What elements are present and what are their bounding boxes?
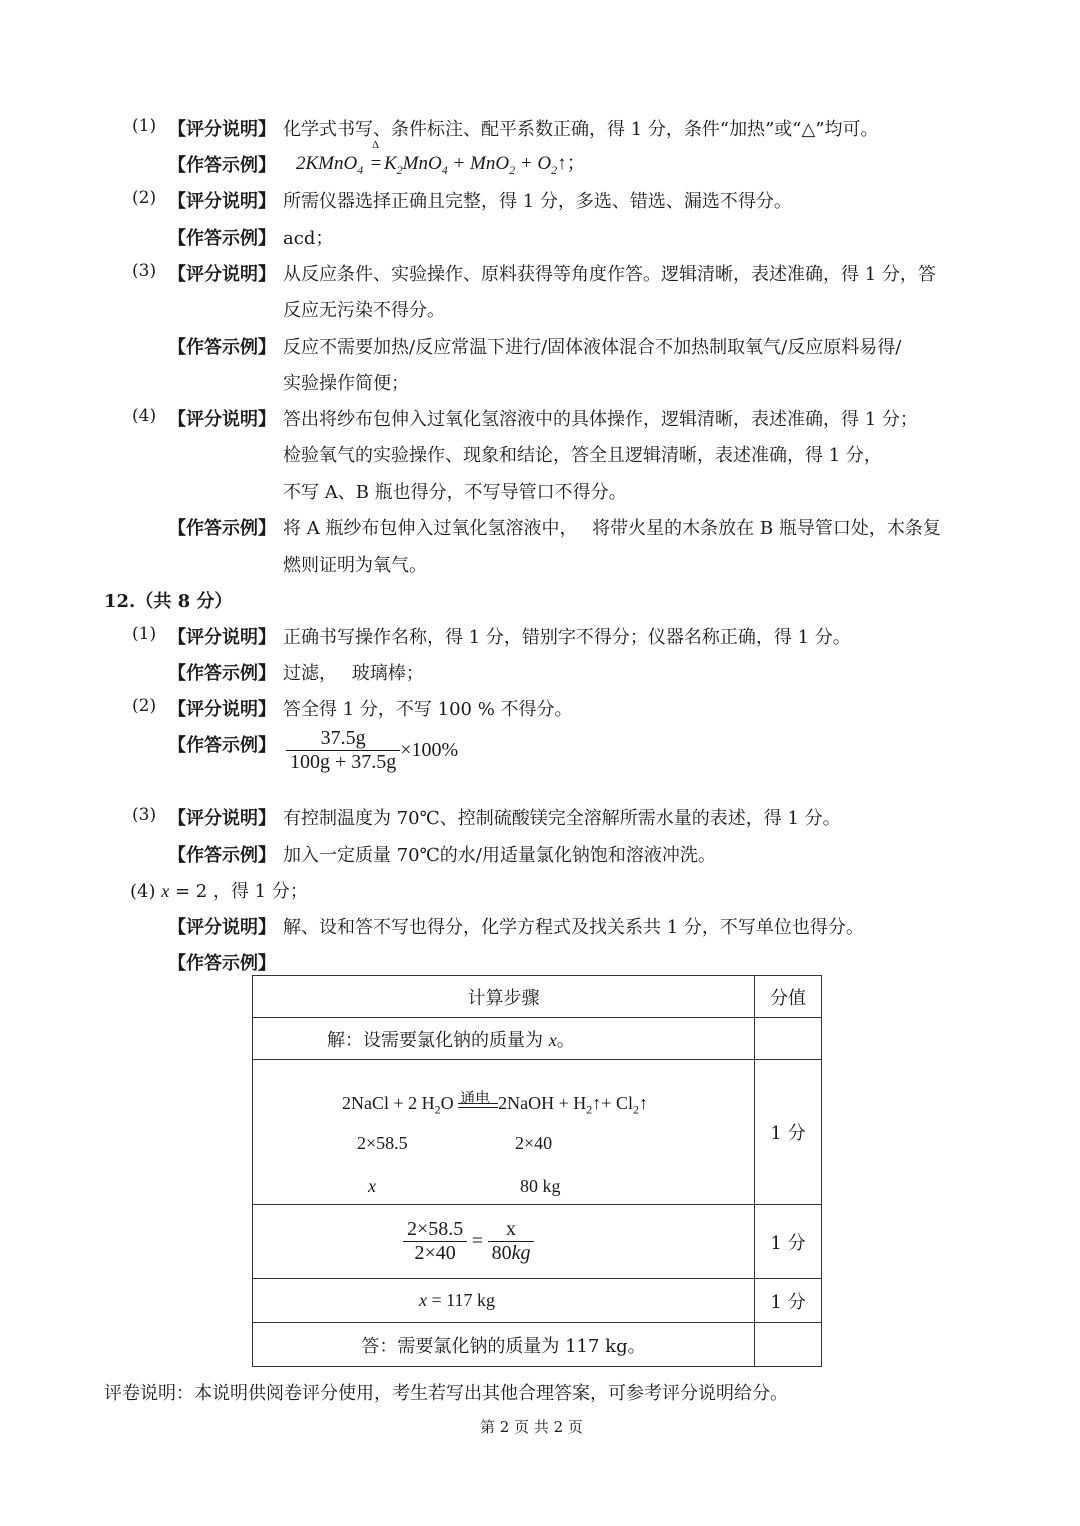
page-number: 第 2 页 共 2 页	[480, 1418, 583, 1436]
table-row	[253, 1323, 822, 1367]
q12-p1-number: (1)	[132, 624, 157, 644]
q11-p4-example-text-2: 燃则证明为氧气。	[283, 555, 427, 576]
relation-right-bottom: 80 kg	[520, 1176, 561, 1196]
q11-p3-number: (3)	[132, 261, 157, 281]
heating-condition: Δ	[371, 139, 380, 151]
table-row	[253, 1018, 822, 1060]
q12-p2-example-label: 【作答示例】	[168, 735, 276, 756]
q12-p1-scoring-label: 【评分说明】	[168, 627, 276, 648]
q11-p3-scoring-text-1: 从反应条件、实验操作、原料获得等角度作答。逻辑清晰，表述准确，得 1 分，答	[283, 264, 936, 285]
row-result-score: 1 分	[755, 1279, 822, 1323]
row-equation	[253, 1060, 755, 1205]
q11-p1-number: (1)	[132, 116, 157, 136]
row-equation-score: 1 分	[755, 1060, 822, 1205]
q12-heading: 12.（共 8 分）	[104, 591, 233, 612]
q12-p4-scoring-text: 解、设和答不写也得分，化学方程式及找关系共 1 分，不写单位也得分。	[283, 917, 864, 938]
q12-p3-number: (3)	[132, 805, 157, 825]
header-steps: 计算步骤	[253, 976, 755, 1018]
q11-p2-number: (2)	[132, 188, 157, 208]
q12-p3-example-label: 【作答示例】	[168, 845, 276, 866]
q11-p3-example-label: 【作答示例】	[168, 337, 276, 358]
q11-p2-example-text: acd；	[283, 228, 334, 249]
q11-p4-scoring-text-3: 不写 A、B 瓶也得分，不写导管口不得分。	[283, 482, 627, 503]
row-setup: 解：设需要氯化钠的质量为 x。	[253, 1018, 755, 1060]
q12-p2-number: (2)	[132, 696, 157, 716]
calculation-table	[252, 975, 822, 1367]
table-row	[253, 1279, 822, 1323]
table-row	[253, 1205, 822, 1279]
q11-p3-scoring-text-2: 反应无污染不得分。	[283, 300, 445, 321]
q11-p1-scoring-label: 【评分说明】	[168, 119, 276, 140]
q12-p3-scoring-label: 【评分说明】	[168, 808, 276, 829]
q11-p3-scoring-label: 【评分说明】	[168, 264, 276, 285]
q11-p4-example-label: 【作答示例】	[168, 518, 276, 539]
q11-p2-scoring-label: 【评分说明】	[168, 191, 276, 212]
q11-p2-scoring-text: 所需仪器选择正确且完整，得 1 分，多选、错选、漏选不得分。	[283, 191, 792, 212]
relation-left-bottom: x	[368, 1176, 376, 1196]
q12-p2-fraction-expression: $\frac{37.5g}{100g + 37.5g}$ ×100%	[286, 727, 458, 774]
row-answer-score	[755, 1323, 822, 1367]
ratio-right: $\frac{x}{80kg}$	[488, 1218, 535, 1265]
relation-left-top: 2×58.5	[357, 1133, 408, 1153]
q12-p1-example-label: 【作答示例】	[168, 663, 276, 684]
q11-p3-example-text-2: 实验操作简便；	[283, 373, 409, 394]
q11-p3-example-text-1: 反应不需要加热/反应常温下进行/固体液体混合不加热制取氧气/反应原料易得/	[283, 337, 902, 358]
q11-p4-scoring-label: 【评分说明】	[168, 409, 276, 430]
table-row	[253, 1060, 822, 1205]
q12-p1-example-text: 过滤， 玻璃棒；	[283, 663, 424, 684]
row-setup-score	[755, 1018, 822, 1060]
row-ratio: $\frac{2\times 58.5}{2\times 40}$ = $\frac{x}{80kg}$	[253, 1205, 755, 1279]
q12-p4-answer-line: (4) x = 2 ，得 1 分；	[130, 881, 308, 902]
q12-p3-example-text: 加入一定质量 70℃的水/用适量氯化钠饱和溶液冲洗。	[283, 845, 716, 866]
electrolysis-condition: 通电	[460, 1089, 491, 1107]
electrolysis-equation: 2NaCl + 2 $H_2O$ 通电 2NaOH + $H_2↑+$ $Cl_2↑$	[342, 1089, 648, 1117]
row-answer: 答：需要氯化钠的质量为 117 kg。	[253, 1323, 755, 1367]
row-result: x = 117 kg	[253, 1279, 755, 1323]
q11-p2-example-label: 【作答示例】	[168, 228, 276, 249]
q11-p1-equation: 2KMnO$_4$ Δ = $K_2MnO_4 + MnO_2$ + $O_2↑$；	[296, 139, 586, 177]
q12-p2-scoring-text: 答全得 1 分，不写 100 % 不得分。	[283, 699, 573, 720]
q11-p1-scoring-text: 化学式书写、条件标注、配平系数正确，得 1 分，条件“加热”或“△”均可。	[283, 119, 879, 140]
grading-note: 评卷说明：本说明供阅卷评分使用，考生若写出其他合理答案，可参考评分说明给分。	[104, 1383, 788, 1404]
q11-p4-scoring-text-1: 答出将纱布包伸入过氧化氢溶液中的具体操作，逻辑清晰，表述准确，得 1 分；	[283, 409, 918, 430]
q12-p4-example-label: 【作答示例】	[168, 953, 276, 974]
q12-p4-scoring-label: 【评分说明】	[168, 917, 276, 938]
q11-p4-scoring-text-2: 检验氧气的实验操作、现象和结论，答全且逻辑清晰，表述准确，得 1 分，	[283, 445, 882, 466]
q11-p1-example-label: 【作答示例】	[168, 155, 276, 176]
ratio-left: $\frac{2\times 58.5}{2\times 40}$	[403, 1218, 467, 1265]
header-score: 分值	[755, 976, 822, 1018]
q12-p1-scoring-text: 正确书写操作名称，得 1 分，错别字不得分；仪器名称正确，得 1 分。	[283, 627, 851, 648]
table-header-row	[253, 976, 822, 1018]
q12-p3-scoring-text: 有控制温度为 70℃、控制硫酸镁完全溶解所需水量的表述，得 1 分。	[283, 808, 841, 829]
q11-p4-example-text-1: 将 A 瓶纱布包伸入过氧化氢溶液中， 将带火星的木条放在 B 瓶导管口处，木条复	[283, 518, 941, 539]
row-ratio-score: 1 分	[755, 1205, 822, 1279]
q12-p2-scoring-label: 【评分说明】	[168, 699, 276, 720]
relation-right-top: 2×40	[515, 1133, 553, 1153]
q11-p4-number: (4)	[132, 406, 157, 426]
mass-fraction: $\frac{37.5g}{100g + 37.5g}$	[286, 727, 400, 774]
